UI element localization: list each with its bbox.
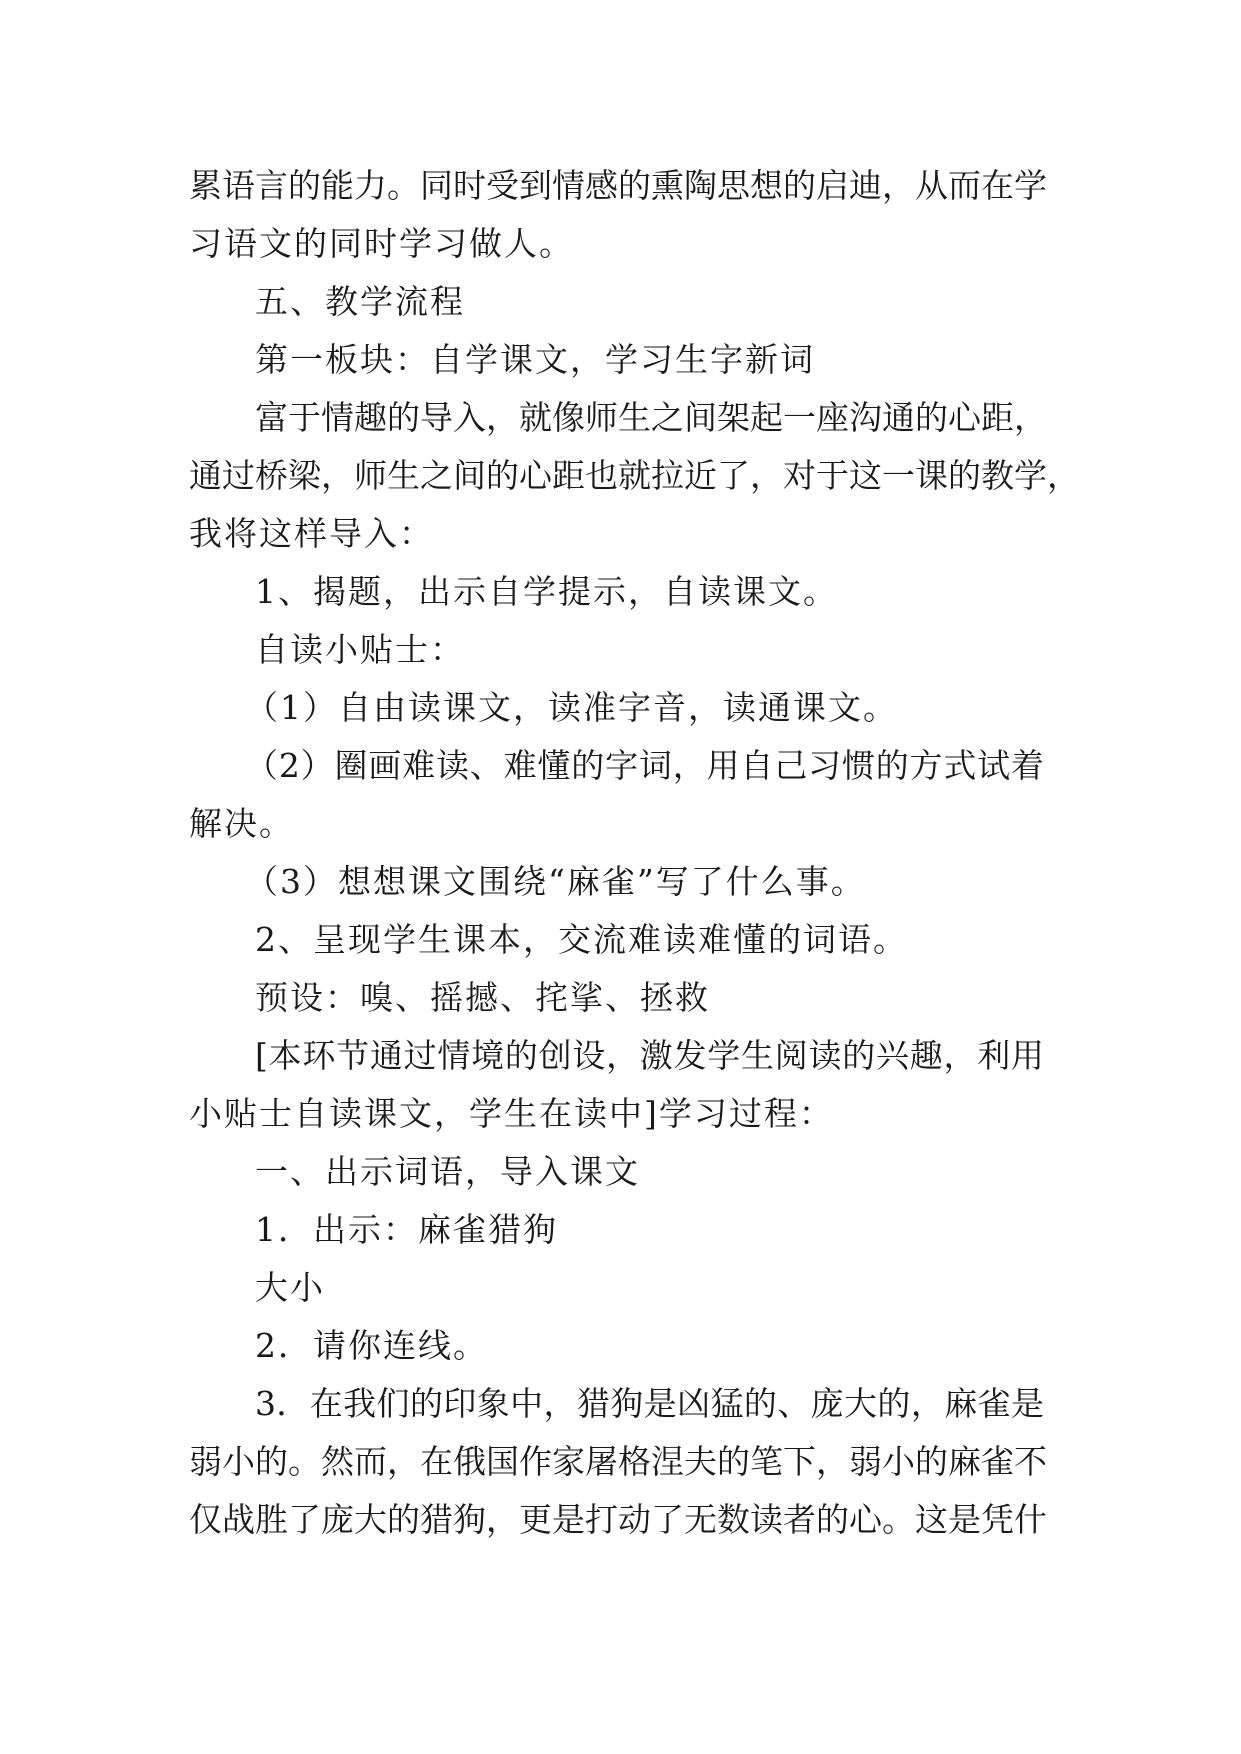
list-item: 2．请你连线。 xyxy=(255,1326,488,1365)
list-item: 2、呈现学生课本，交流难读难懂的词语。 xyxy=(255,920,908,959)
paragraph-line: [本环节通过情境的创设，激发学生阅读的兴趣，利用 xyxy=(255,1036,1044,1075)
list-item: （2）圈画难读、难懂的字词，用自己习惯的方式试着 xyxy=(245,746,1044,785)
paragraph-line: 累语言的能力。同时受到情感的熏陶思想的启迪，从而在学 xyxy=(189,166,1047,205)
paragraph-line: 自读小贴士： xyxy=(255,630,465,669)
list-item: （3）想想课文围绕“麻雀”写了什么事。 xyxy=(245,862,866,901)
paragraph-line: 大小 xyxy=(255,1268,325,1307)
paragraph-line: 仅战胜了庞大的猎狗，更是打动了无数读者的心。这是凭什 xyxy=(189,1500,1047,1539)
paragraph-line: 弱小的。然而，在俄国作家屠格涅夫的笔下，弱小的麻雀不 xyxy=(189,1442,1047,1481)
subsection-heading: 第一板块：自学课文，学习生字新词 xyxy=(255,340,815,379)
section-heading: 五、教学流程 xyxy=(255,282,465,321)
paragraph-line: 解决。 xyxy=(189,804,294,843)
paragraph-line: 富于情趣的导入，就像师生之间架起一座沟通的心距， xyxy=(255,398,1047,437)
paragraph-line: 通过桥梁，师生之间的心距也就拉近了，对于这一课的教学， xyxy=(189,456,1080,495)
list-item: 1．出示：麻雀猎狗 xyxy=(255,1210,558,1249)
paragraph-line: 我将这样导入： xyxy=(189,514,434,553)
paragraph-line: 预设：嗅、摇撼、挓挲、拯救 xyxy=(255,978,710,1017)
paragraph-line: 小贴士自读课文，学生在读中]学习过程： xyxy=(189,1094,834,1133)
section-heading: 一、出示词语，导入课文 xyxy=(255,1152,640,1191)
list-item: 1、揭题，出示自学提示，自读课文。 xyxy=(255,572,838,611)
list-item: 3．在我们的印象中，猎狗是凶猛的、庞大的，麻雀是 xyxy=(255,1384,1044,1423)
list-item: （1）自由读课文，读准字音，读通课文。 xyxy=(245,688,898,727)
paragraph-line: 习语文的同时学习做人。 xyxy=(189,224,574,263)
